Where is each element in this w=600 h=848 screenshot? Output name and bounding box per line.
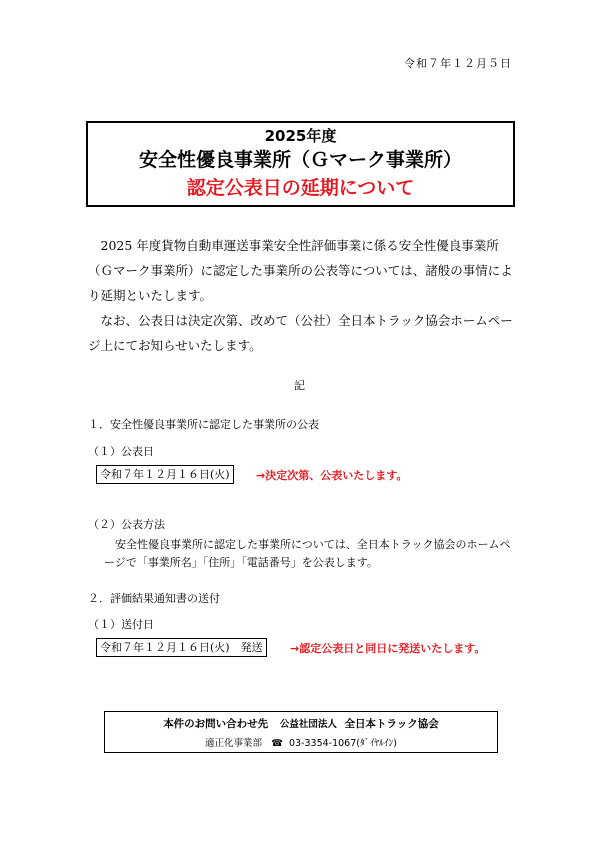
sending-date-box: 令和７年１２月１６日(火) 発送 bbox=[96, 638, 267, 657]
title-subtitle: 認定公表日の延期について bbox=[186, 177, 415, 199]
contact-box bbox=[104, 711, 498, 753]
section-1-heading: １．安全性優良事業所に認定した事業所の公表 bbox=[88, 418, 319, 431]
title-year: 2025年度 bbox=[264, 127, 337, 145]
publication-date-box: 令和７年１２月１６日(火) bbox=[96, 465, 234, 484]
phone-icon: ☎ bbox=[271, 738, 283, 749]
document-date: 令和７年１２月５日 bbox=[404, 57, 512, 70]
section-1-item-2-label: （２）公表方法 bbox=[88, 518, 165, 531]
contact-department: 適正化事業部 bbox=[205, 738, 263, 749]
body-paragraph-2: なお、公表日は決定次第、改めて（公社）全日本トラック協会ホームページ上にてお知らせいたします。 bbox=[88, 313, 513, 353]
contact-label: 本件のお問い合わせ先 bbox=[163, 718, 269, 730]
title-box bbox=[86, 121, 515, 207]
ki-heading: 記 bbox=[294, 379, 305, 392]
publication-date-note: →決定次第、公表いたします。 bbox=[256, 469, 408, 482]
section-2-heading: ２．評価結果通知書の送付 bbox=[88, 592, 220, 605]
body-paragraph-1: 2025 年度貨物自動車運送事業安全性評価事業に係る安全性優良事業所（Ｇマーク事業所）に認定した事業所の公表等については、諸般の事情により延期といたします。 bbox=[88, 238, 513, 303]
contact-phone: 03-3354-1067(ﾀﾞｲﾔﾙｲﾝ) bbox=[288, 738, 397, 749]
contact-org-name: 全日本トラック協会 bbox=[344, 718, 439, 730]
contact-org-type: 公益社団法人 bbox=[279, 719, 337, 730]
sending-date-note: →認定公表日と同日に発送いたします。 bbox=[290, 642, 486, 655]
section-2-item-1-label: （１）送付日 bbox=[88, 618, 154, 631]
section-1-item-1-label: （１）公表日 bbox=[88, 445, 154, 458]
publication-method-text: 安全性優良事業所に認定した事業所については、全日本トラック協会のホームページで「事業所名」「住所」「電話番号」を公表します。 bbox=[104, 538, 511, 569]
title-main: 安全性優良事業所（Ｇマーク事業所） bbox=[138, 149, 462, 171]
